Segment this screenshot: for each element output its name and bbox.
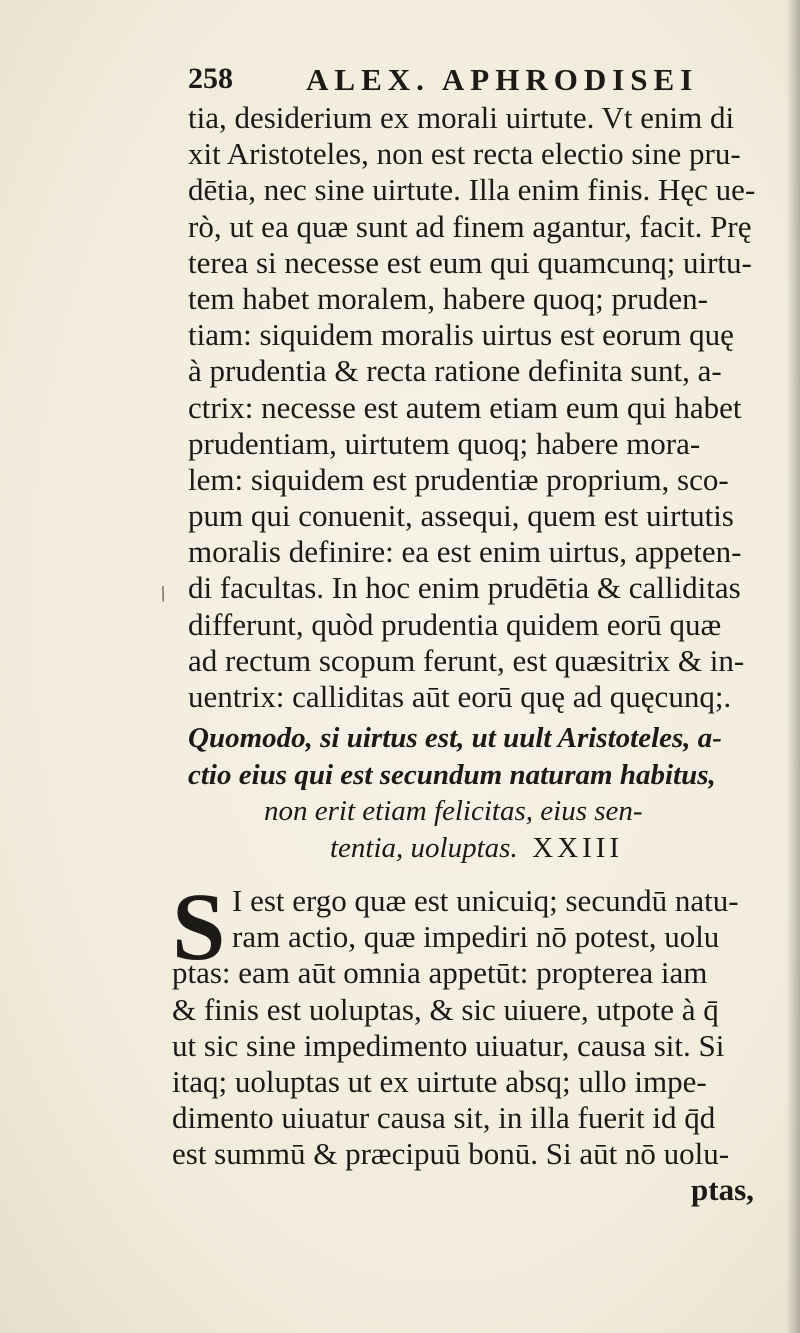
text-line: rò, ut ea quæ sunt ad finem agantur, facit. Prę [188,208,752,244]
text-line: ram actio, quæ impediri nō potest, uolu [232,919,720,955]
text-line: uentrix: calliditas aūt eorū quę ad quęcunq;. [188,679,732,714]
heading-line: ctio eius qui est secundum naturam habitus, [188,758,716,791]
heading-line-text: tentia, uoluptas. [330,831,518,864]
margin-mark-icon: / [155,580,171,607]
text-line: ad rectum scopum ferunt, est quæsitrix & in- [188,642,745,678]
chapter-heading [188,720,768,866]
text-line: lem: siquidem est prudentiæ proprium, sco- [188,461,729,497]
catchword: ptas, [691,1172,754,1207]
running-title: ALEX. APHRODISEI [306,62,699,97]
text-line: itaq; uoluptas ut ex uirtute absq; ullo impe- [172,1063,707,1099]
text-line: ut sic sine impedimento uiuatur, causa sit. Si [172,1027,725,1063]
text-line: terea si necesse est eum qui quamcunq; uirtu- [188,244,752,280]
text-line: di facultas. In hoc enim prudētia & calliditas [188,570,741,606]
main-paragraph [188,100,768,715]
text-line: tiam: siquidem moralis uirtus est eorum quę [188,317,734,353]
text-line: à prudentia & recta ratione definita sunt, a- [188,353,722,389]
second-paragraph [172,873,772,1173]
heading-line [188,830,768,867]
text-line: dētia, nec sine uirtute. Illa enim finis. Hęc ue- [188,172,756,208]
heading-line: Quomodo, si uirtus est, ut uult Aristoteles, a- [188,722,722,754]
page-header [188,62,718,102]
heading-line: non erit etiam felicitas, eius sen- [264,795,643,827]
text-line: prudentiam, uirtutem quoq; habere mora- [188,425,701,461]
text-line: differunt, quòd prudentia quidem eorū quæ [188,606,722,642]
text-line: est summū & præcipuū bonū. Si aūt nō uolu- [172,1136,730,1172]
text-line: dimento uiuatur causa sit, in illa fuerit id q̄d [172,1100,716,1136]
text-line: ctrix: necesse est autem etiam eum qui habet [188,389,742,425]
text-line: xit Aristoteles, non est recta electio sine pru- [188,136,741,172]
text-line: pum qui conuenit, assequi, quem est uirtutis [188,498,734,534]
text-line: I est ergo quæ est unicuiq; secundū natu- [232,883,739,918]
text-line: moralis definire: ea est enim uirtus, appeten- [188,534,742,570]
chapter-number: XXIII [532,831,624,864]
text-line: & finis est uoluptas, & sic uiuere, utpote à q̄ [172,991,719,1027]
text-line: ptas: eam aūt omnia appetūt: propterea iam [172,955,708,991]
text-line: tia, desiderium ex morali uirtute. Vt enim di [188,100,735,135]
page-edge-shadow [786,0,800,1333]
text-line: tem habet moralem, habere quoq; pruden- [188,280,708,316]
dropcap-letter: S [172,873,226,980]
page-number: 258 [188,62,233,95]
